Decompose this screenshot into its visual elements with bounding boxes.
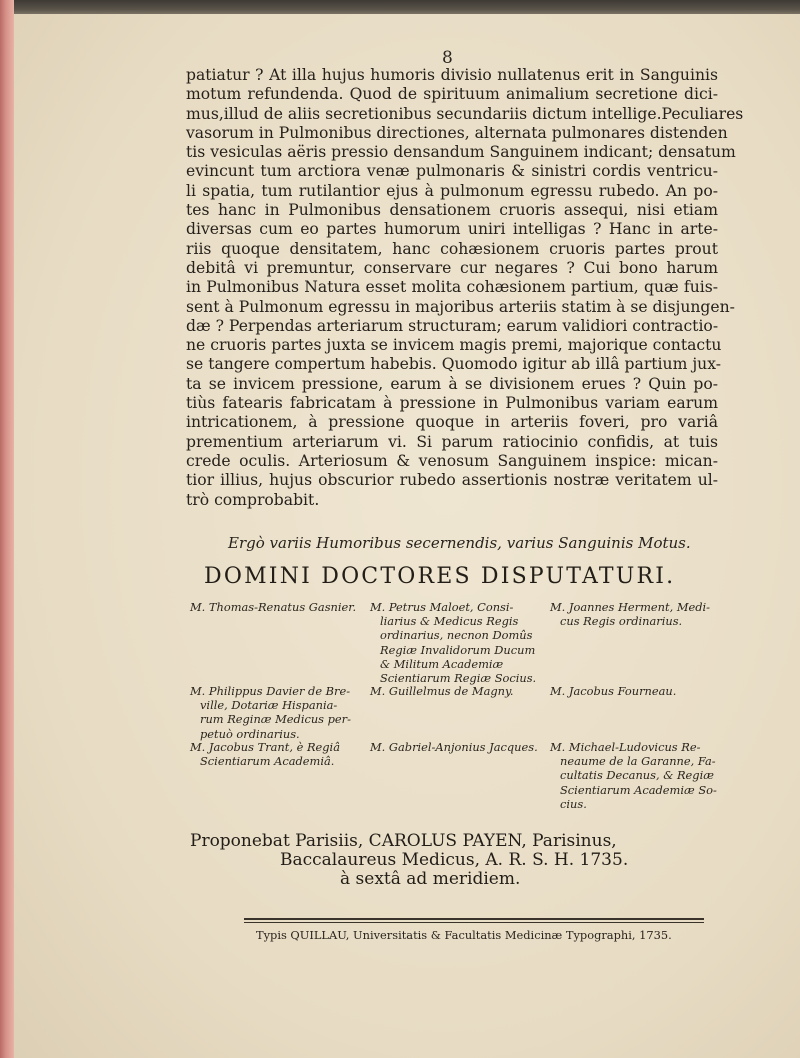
body-line: riis quoque densitatem, hanc cohæsionem cruoris partes prout — [186, 239, 718, 258]
disputant-entry: M. Jacobus Fourneau. — [550, 684, 677, 698]
body-line: motum refundenda. Quod de spirituum animalium secretione dici- — [186, 85, 718, 104]
body-line: patiatur ? At illa hujus humoris divisio nullatenus erit in Sanguinis — [186, 66, 718, 84]
disputant-entry: M. Petrus Maloet, Consi- liarius & Medicus Regis ordinarius, necnon Domûs Regiæ Invalidorum Ducum & Militum Academiæ Scientiarum Regiæ Socius. — [370, 600, 537, 686]
divider-rule — [244, 922, 704, 923]
body-line: debitâ vi premuntur, conservare cur negares ? Cui bono harum — [186, 258, 718, 277]
body-line: tis vesiculas aëris pressio densandum Sanguinem indicant; densatum — [186, 143, 736, 162]
body-line: tior illius, hujus obscurior rubedo assertionis nostræ veritatem ul- — [186, 471, 718, 490]
conclusion-line: Ergò variis Humoribus secernendis, varius Sanguinis Motus. — [228, 534, 691, 552]
disputant-entry: M. Guillelmus de Magny. — [370, 684, 514, 698]
body-line: mus,illud de aliis secretionibus secundariis dictum intellige.Peculiares — [186, 104, 744, 123]
body-line: crede oculis. Arteriosum & venosum Sanguinem inspice: mican- — [186, 451, 718, 470]
disputant-entry: M. Gabriel-Anjonius Jacques. — [370, 740, 538, 754]
body-line: li spatia, tum rutilantior ejus à pulmonum egressu rubedo. An po- — [186, 181, 718, 200]
proponebat-block — [190, 832, 710, 889]
proponebat-line: Proponebat Parisiis, CAROLUS PAYEN, Parisinus, — [190, 831, 617, 851]
divider-rule — [244, 918, 704, 920]
binding-edge — [0, 0, 14, 1058]
body-line: ne cruoris partes juxta se invicem magis premi, majorique contactu — [186, 336, 722, 355]
body-line: vasorum in Pulmonibus directiones, alternata pulmonares distenden — [186, 123, 728, 142]
disputant-entry: M. Joannes Herment, Medi- cus Regis ordinarius. — [550, 600, 711, 629]
disputant-entry: M. Jacobus Trant, è Regiâ Scientiarum Academiâ. — [190, 740, 340, 769]
body-line: sent à Pulmonum egressu in majoribus arteriis statim à se disjungen- — [186, 297, 735, 316]
body-line: evincunt tum arctiora venæ pulmonaris & sinistri cordis ventricu- — [186, 162, 718, 181]
body-line: diversas cum eo partes humorum uniri intelligas ? Hanc in arte- — [186, 220, 718, 239]
body-line: ta se invicem pressione, earum à se divisionem erues ? Quin po- — [186, 374, 718, 393]
body-line: se tangere compertum habebis. Quomodo igitur ab illâ partium jux- — [186, 355, 721, 374]
body-line: tes hanc in Pulmonibus densationem cruoris assequi, nisi etiam — [186, 201, 718, 220]
body-line: tiùs fatearis fabricatam à pressione in Pulmonibus variam earum — [186, 394, 718, 413]
body-line: dæ ? Perpendas arteriarum structuram; earum validiori contractio- — [186, 316, 719, 335]
body-line: in Pulmonibus Natura esset molita cohæsionem partium, quæ fuis- — [186, 278, 718, 297]
disputant-entry: M. Thomas-Renatus Gasnier. — [190, 600, 357, 614]
body-line: intricationem, à pressione quoque in arteriis foveri, pro variâ — [186, 413, 718, 432]
disputant-entry: M. Michael-Ludovicus Re- neaume de la Garanne, Fa- cultatis Decanus, & Regiæ Scientiarum Academiæ So- cius. — [550, 740, 717, 811]
body-line: trò comprobabit. — [186, 490, 320, 509]
body-paragraph — [186, 66, 744, 510]
proponebat-line: à sextâ ad meridiem. — [340, 869, 521, 889]
printer-imprint: Typis QUILLAU, Universitatis & Facultatis Medicinæ Typographi, 1735. — [256, 928, 672, 942]
disputant-entry: M. Philippus Davier de Bre- ville, Dotariæ Hispania- rum Reginæ Medicus per- petuò ordinarius. — [190, 684, 351, 741]
body-line: prementium arteriarum vi. Si parum ratiocinio confidis, at tuis — [186, 432, 718, 451]
disputants-heading: DOMINI DOCTORES DISPUTATURI. — [204, 564, 676, 589]
page-number: 8 — [442, 48, 453, 68]
proponebat-line: Baccalaureus Medicus, A. R. S. H. 1735. — [280, 850, 629, 870]
